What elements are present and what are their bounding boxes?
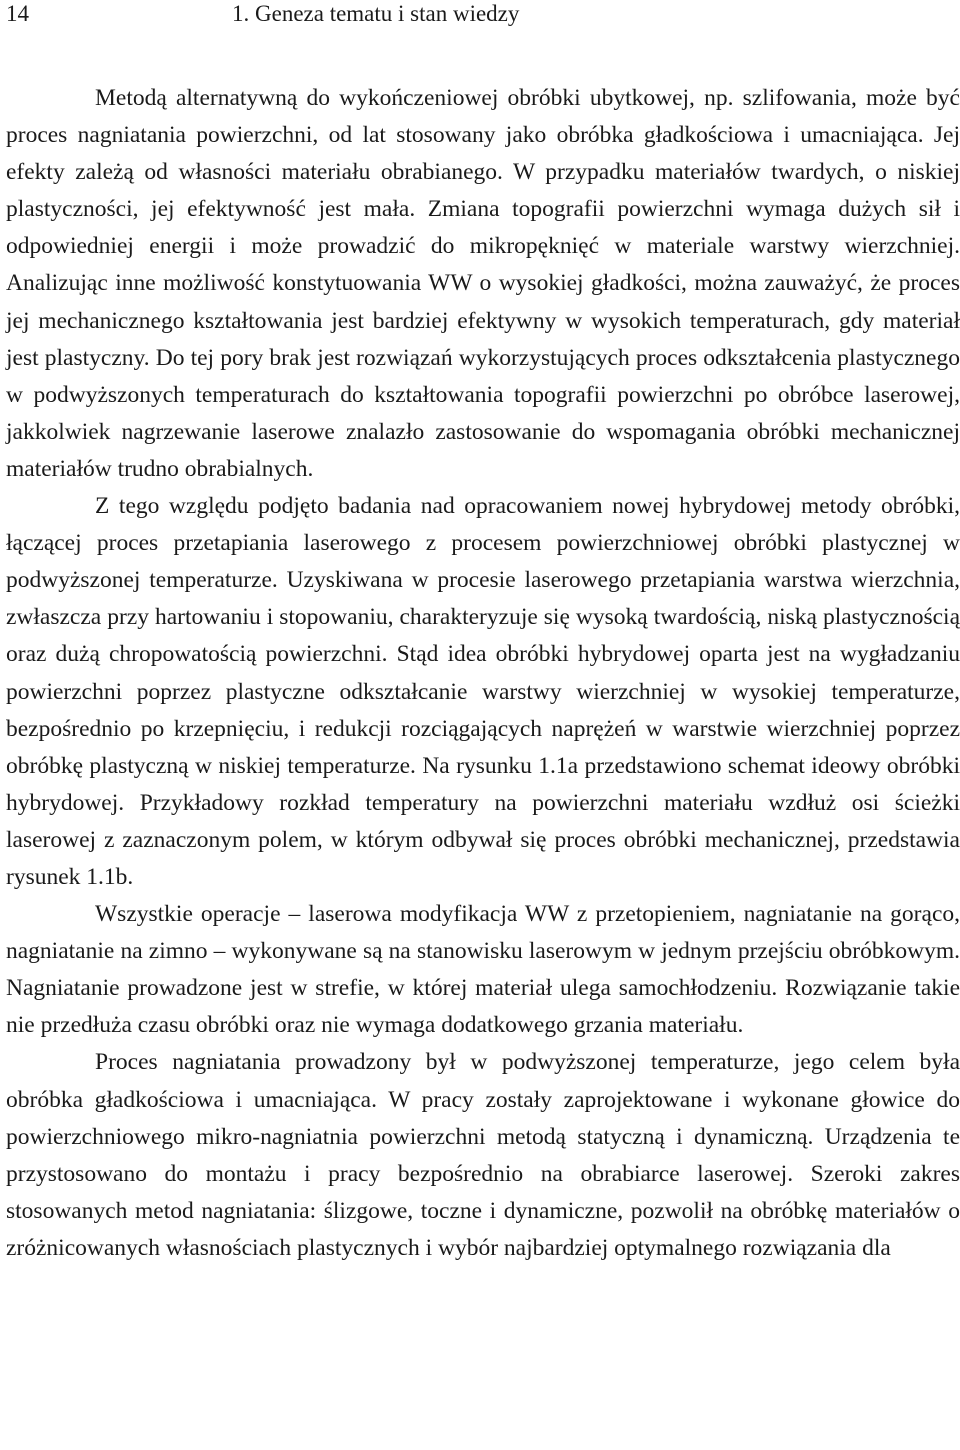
body-text xyxy=(6,80,960,1267)
paragraph-3: Wszystkie operacje – laserowa modyfikacja WW z przetopieniem, nagniatanie na gorąco, nagniatanie na zimno – wykonywane są na stanowisku laserowym w jednym przejściu obróbkowym. Nagniatanie prowadzone jest w strefie, w której materiał ulega samochłodzeniu. Rozwiązanie takie nie przedłuża czasu obróbki oraz nie wymaga dodatkowego grzania materiału. xyxy=(6,901,960,1039)
paragraph-2: Z tego względu podjęto badania nad opracowaniem nowej hybrydowej metody obróbki, łączącej proces przetapiania laserowego z procesem powierzchniowej obróbki plastycznej w podwyższonej temperaturze. Uzyskiwana w procesie laserowego przetapiania warstwa wierzchnia, zwłaszcza przy hartowaniu i stopowaniu, charakteryzuje się wysoką twardością, niską plastycznością oraz dużą chropowatością powierzchni. Stąd idea obróbki hybrydowej oparta jest na wygładzaniu powierzchni poprzez plastyczne odkształcanie warstwy wierzchniej w wysokiej temperaturze, bezpośrednio po krzepnięciu, i redukcji rozciągających naprężeń w warstwie wierzchniej poprzez obróbkę plastyczną w niskiej temperaturze. Na rysunku 1.1a przedstawiono schemat ideowy obróbki hybrydowej. Przykładowy rozkład temperatury na powierzchni materiału wzdłuż osi ścieżki laserowej z zaznaczonym polem, w którym odbywał się proces obróbki mechanicznej, przedstawia rysunek 1.1b. xyxy=(6,493,960,890)
running-title: 1. Geneza tematu i stan wiedzy xyxy=(232,1,520,26)
page-number: 14 xyxy=(6,1,29,26)
paragraph-4: Proces nagniatania prowadzony był w podwyższonej temperaturze, jego celem była obróbka gładkościowa i umacniająca. W pracy zostały zaprojektowane i wykonane głowice do powierzchniowego mikro-nagniatnia powierzchni metodą statyczną i dynamiczną. Urządzenia te przystosowano do montażu i pracy bezpośrednio na obrabiarce laserowej. Szeroki zakres stosowanych metod nagniatania: ślizgowe, toczne i dynamiczne, pozwolił na obróbkę materiałów o zróżnicowanych własnościach plastycznych i wybór najbardziej optymalnego rozwiązania dla xyxy=(6,1049,960,1261)
running-header xyxy=(0,0,960,30)
paragraph-1: Metodą alternatywną do wykończeniowej obróbki ubytkowej, np. szlifowania, może być proces nagniatania powierzchni, od lat stosowany jako obróbka gładkościowa i umacniająca. Jej efekty zależą od własności materiału obrabianego. W przypadku materiałów twardych, o niskiej plastyczności, jej efektywność jest mała. Zmiana topografii powierzchni wymaga dużych sił i odpowiedniej energii i może prowadzić do mikropęknięć w materiale warstwy wierzchniej. Analizując inne możliwość konstytuowania WW o wysokiej gładkości, można zauważyć, że proces jej mechanicznego kształtowania jest bardziej efektywny w wysokich temperaturach, gdy materiał jest plastyczny. Do tej pory brak jest rozwiązań wykorzystujących proces odkształcenia plastycznego w podwyższonych temperaturach do kształtowania topografii powierzchni po obróbce laserowej, jakkolwiek nagrzewanie laserowe znalazło zastosowanie do wspomagania obróbki mechanicznej materiałów trudno obrabialnych. xyxy=(6,85,960,482)
